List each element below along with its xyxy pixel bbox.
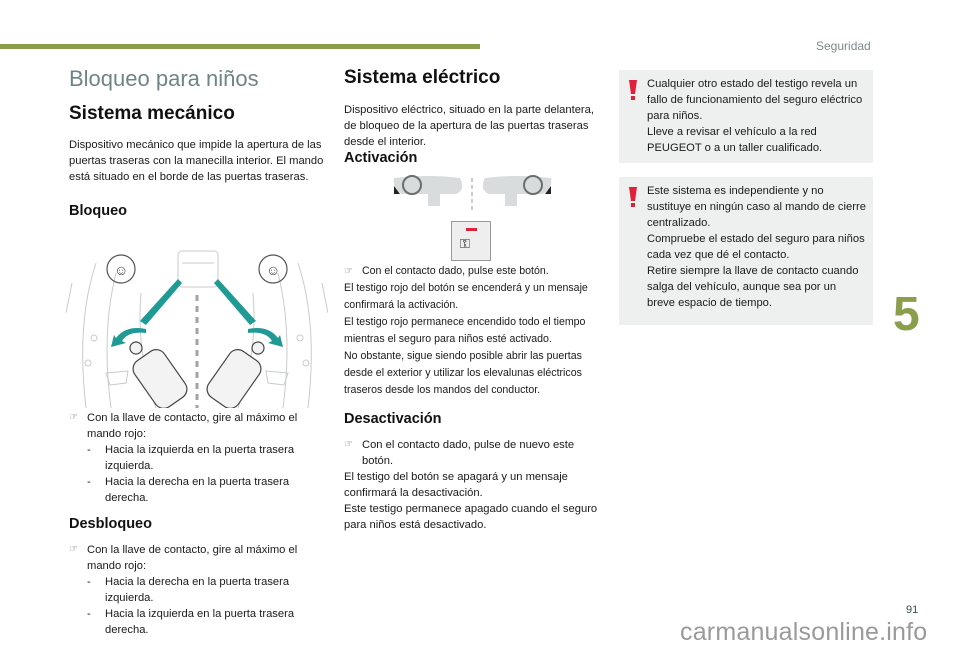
lock-bullet: ☞ Con la llave de contacto, gire al máximo el mando rojo: (69, 412, 298, 440)
page-number: 91 (906, 604, 919, 616)
unlock-item: - Hacia la izquierda en la puerta trasera derecha. (87, 608, 295, 636)
lock-instructions (69, 410, 331, 638)
deactivation-line: Este testigo permanece apagado cuando el seguro para niños está desactivado. (344, 503, 598, 531)
unlock-heading: Desbloqueo (69, 516, 152, 532)
activation-line: El testigo rojo del botón se encenderá y un mensaje confirmará la activación. (344, 282, 588, 311)
warning-line: Compruebe el estado del seguro para niños cada vez que dé el contacto. (647, 233, 865, 261)
section-tag: Seguridad (816, 39, 871, 53)
pointing-hand-icon: ☞ (69, 412, 78, 423)
activation-bullet: ☞ Con el contacto dado, pulse este botón. (344, 263, 606, 280)
lock-item: - Hacia la izquierda en la puerta trasera izquierda. (87, 444, 295, 472)
pointing-hand-icon: ☞ (344, 439, 353, 450)
page-title: Bloqueo para niños (69, 66, 259, 91)
svg-text:☺: ☺ (266, 262, 281, 278)
warning-line: Lleve a revisar el vehículo a la red PEUGEOT o a un taller cualificado. (647, 126, 823, 154)
unlock-item: - Hacia la derecha en la puerta trasera izquierda. (87, 576, 290, 604)
activation-heading: Activación (344, 150, 418, 166)
warning-box (619, 70, 873, 163)
mechanical-title: Sistema mecánico (69, 103, 235, 124)
warning-box (619, 177, 873, 325)
child-lock-icon: ⚿ (460, 236, 470, 251)
electric-section (344, 67, 606, 166)
mechanical-section (69, 103, 331, 219)
child-lock-button[interactable] (451, 221, 491, 261)
chapter-number: 5 (893, 288, 920, 341)
lock-item: - Hacia la derecha en la puerta trasera derecha. (87, 476, 290, 504)
deactivation-bullet: ☞ Con el contacto dado, pulse de nuevo este botón. (344, 439, 575, 467)
door-child-lock-illustration (66, 243, 328, 408)
warning-line: Cualquier otro estado del testigo revela un fallo de funcionamiento del seguro eléctrico para niños. (647, 78, 863, 122)
svg-text:☺: ☺ (114, 262, 129, 278)
watermark: carmanualsonline.info (680, 618, 928, 646)
warning-exclamation-icon (627, 78, 639, 102)
activation-line: El testigo rojo permanece encendido todo el tiempo mientras el seguro para niños esté activado. (344, 316, 586, 345)
pointing-hand-icon: ☞ (69, 544, 78, 555)
mechanical-intro: Dispositivo mecánico que impide la apertura de las puertas traseras con la manecilla interior. El mando está situado en el borde de las puertas traseras. (69, 139, 324, 183)
lock-heading: Bloqueo (69, 203, 127, 219)
unlock-bullet: ☞ Con la llave de contacto, gire al máximo el mando rojo: (69, 544, 298, 572)
warning-exclamation-icon (627, 185, 639, 209)
deactivation-heading: Desactivación (344, 411, 442, 427)
red-indicator-light (466, 228, 477, 231)
warning-line: Retire siempre la llave de contacto cuando salga del vehículo, aunque sea por un breve espacio de tiempo. (647, 265, 859, 309)
warning-line: Este sistema es independiente y no sustituye en ningún caso al mando de cierre centralizado. (647, 185, 866, 229)
pointing-hand-icon: ☞ (344, 266, 353, 277)
activation-instructions (344, 263, 606, 533)
deactivation-line: El testigo del botón se apagará y un mensaje confirmará la desactivación. (344, 471, 568, 499)
electric-title: Sistema eléctrico (344, 67, 501, 88)
electric-intro: Dispositivo eléctrico, situado en la parte delantera, de bloqueo de la apertura de las puertas traseras desde el interior. (344, 104, 594, 148)
dashboard-illustration (390, 172, 555, 214)
activation-line: No obstante, sigue siendo posible abrir las puertas desde el exterior y utilizar los elevalunas eléctricos traseros desde los mandos del conductor. (344, 350, 582, 396)
header-accent-bar (0, 44, 480, 49)
